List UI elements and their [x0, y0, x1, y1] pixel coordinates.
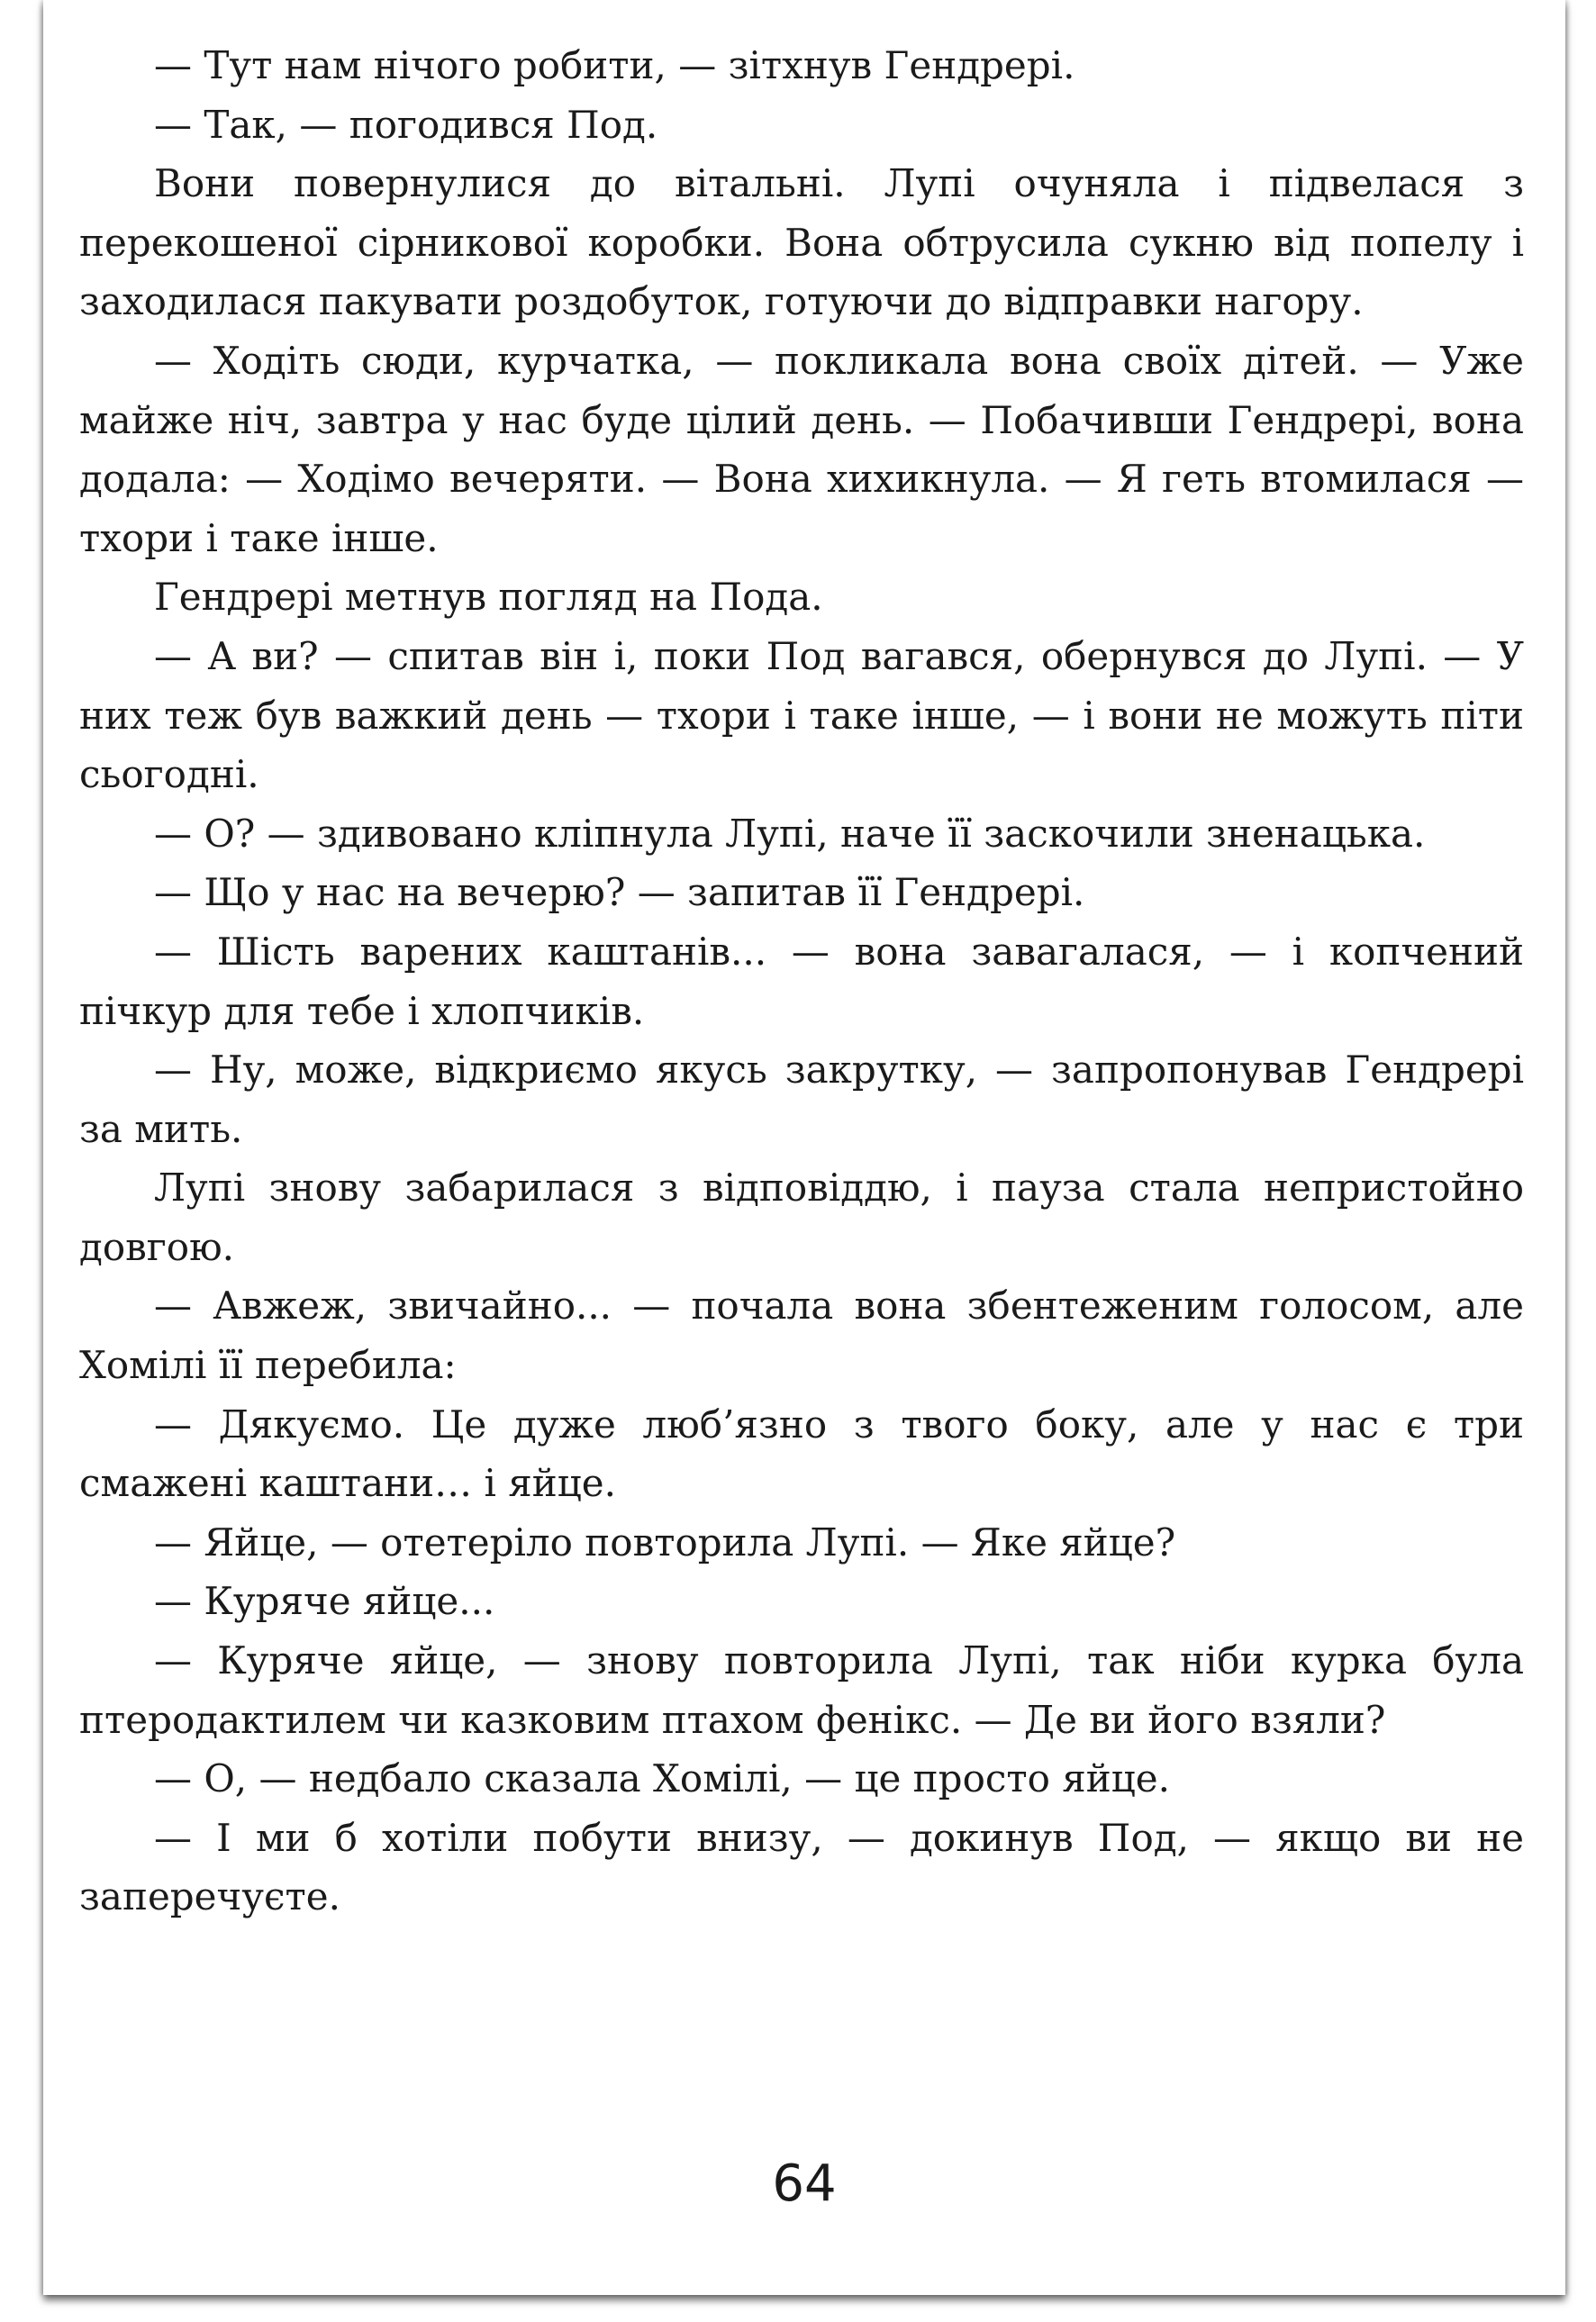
paragraph: — Ходіть сюди, курчатка, — покликала вона своїх дітей. — Уже майже ніч, завтра у нас буде цілий день. — Побачивши Гендрері, вона додала: — Ходімо вечеряти. — Вона хихикнула. — Я геть втомилася — тхори і таке інше. [79, 338, 1524, 560]
paragraph: Лупі знову забарилася з відповіддю, і пауза стала непристойно довгою. [79, 1166, 1524, 1269]
body-text [79, 36, 1524, 1927]
paragraph: — Дякуємо. Це дуже люб’язно з твого боку, але у нас є три смажені каштани… і яйце. [79, 1401, 1524, 1506]
paragraph: — Так, — погодився Под. [154, 102, 658, 147]
book-page [43, 0, 1565, 2295]
paragraph: — І ми б хотіли побути внизу, — докинув Под, — якщо ви не заперечуєте. [79, 1815, 1524, 1919]
paragraph: Вони повернулися до вітальні. Лупі очуняла і підвелася з перекошеної сірникової коробки. Вона обтрусила сукню від попелу і заходилася пакувати роздобуток, готуючи до відправки нагору. [79, 161, 1524, 324]
paragraph: — Шість варених каштанів... — вона завагалася, — і копчений пічкур для тебе і хлопчиків. [79, 929, 1524, 1033]
paragraph: — Авжеж, звичайно... — почала вона збентеженим голосом, але Хомілі її перебила: [79, 1283, 1524, 1388]
page-number: 64 [772, 2154, 837, 2213]
paragraph: — Тут нам нічого робити, — зітхнув Гендрері. [154, 43, 1075, 87]
paragraph: Гендрері метнув погляд на Пода. [154, 575, 823, 620]
paragraph: — О? — здивовано кліпнула Лупі, наче її заскочили зненацька. [154, 811, 1426, 856]
paragraph: — Куряче яйце, — знову повторила Лупі, так ніби курка була птеродактилем чи казковим птахом фенікс. — Де ви його взяли? [79, 1638, 1524, 1742]
paragraph: — О, — недбало сказала Хомілі, — це просто яйце. [154, 1756, 1170, 1801]
paragraph: — Яйце, — отетеріло повторила Лупі. — Яке яйце? [154, 1519, 1176, 1565]
paragraph: — Ну, може, відкриємо якусь закрутку, — запропонував Гендрері за мить. [79, 1048, 1524, 1151]
paragraph: — Куряче яйце... [154, 1579, 495, 1624]
paragraph: — Що у нас на вечерю? — запитав її Гендрері. [154, 870, 1085, 915]
paragraph: — А ви? — спитав він і, поки Под вагався, обернувся до Лупі. — У них теж був важкий день — тхори і таке інше, — і вони не можуть піти сьогодні. [79, 633, 1524, 797]
